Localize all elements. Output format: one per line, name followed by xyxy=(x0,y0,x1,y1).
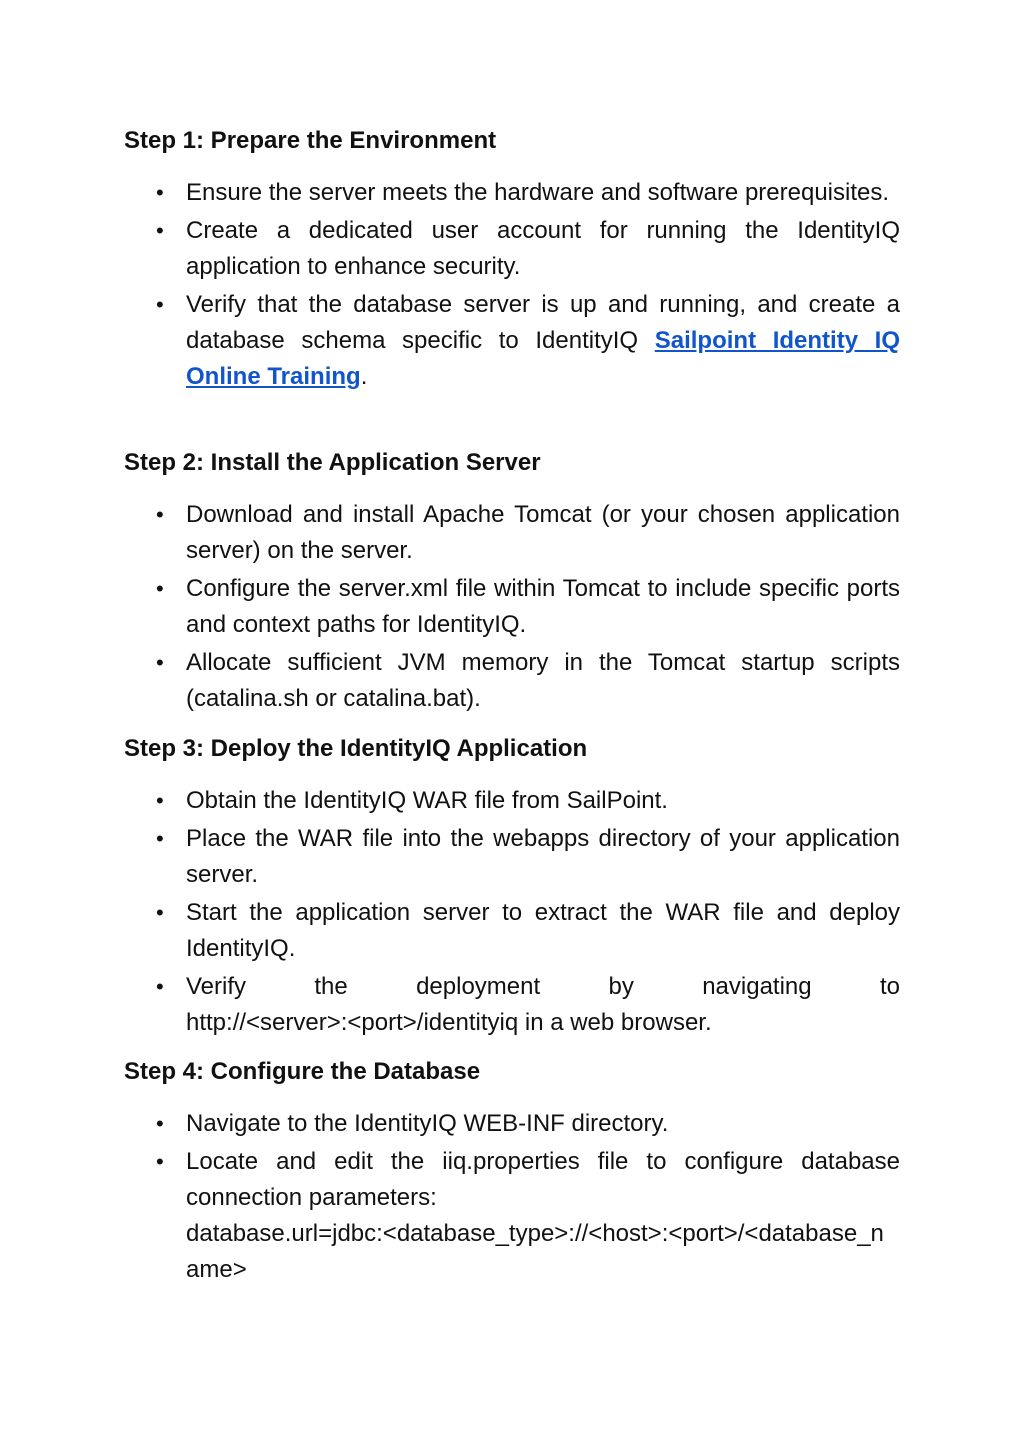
bullet-icon: • xyxy=(156,218,164,243)
bullet-icon: • xyxy=(156,576,164,601)
list-item xyxy=(124,497,900,569)
list-item xyxy=(124,783,900,819)
config-code-line: database.url=jdbc:<database_type>://<host>:<port>/<database_name> xyxy=(186,1220,884,1283)
list-item xyxy=(124,1106,900,1142)
list-item xyxy=(124,969,900,1041)
bullet-icon: • xyxy=(156,180,164,205)
bullet-icon: • xyxy=(156,1149,164,1174)
list-item-text: Locate and edit the iiq.properties file to configure database connection parameters: xyxy=(186,1148,900,1211)
step-4-list xyxy=(124,1106,900,1288)
bullet-icon: • xyxy=(156,650,164,675)
bullet-icon: • xyxy=(156,1111,164,1136)
list-item-text: Place the WAR file into the webapps directory of your application server. xyxy=(186,825,900,888)
list-item xyxy=(124,571,900,643)
list-item-text: Ensure the server meets the hardware and software prerequisites. xyxy=(186,179,890,206)
step-2-list xyxy=(124,497,900,717)
bullet-icon: • xyxy=(156,788,164,813)
bullet-icon: • xyxy=(156,826,164,851)
bullet-icon: • xyxy=(156,900,164,925)
bullet-icon: • xyxy=(156,974,164,999)
list-item-text: Create a dedicated user account for running the IdentityIQ application to enhance security. xyxy=(186,217,900,280)
list-item-text: Download and install Apache Tomcat (or your chosen application server) on the server. xyxy=(186,501,900,564)
list-item-text: Verify that the database server is up and running, and create a database schema specific to IdentityIQ xyxy=(186,291,900,354)
url-text: http://<server>:<port>/identityiq in a web browser. xyxy=(186,1009,712,1036)
step-1-heading: Step 1: Prepare the Environment xyxy=(124,127,497,154)
bullet-icon: • xyxy=(156,502,164,527)
step-4-heading: Step 4: Configure the Database xyxy=(124,1058,481,1085)
list-item-text: Allocate sufficient JVM memory in the Tomcat startup scripts (catalina.sh or catalina.bat). xyxy=(186,649,900,712)
list-item-text: Navigate to the IdentityIQ WEB-INF directory. xyxy=(186,1110,669,1137)
list-item-text: Configure the server.xml file within Tomcat to include specific ports and context paths for IdentityIQ. xyxy=(186,575,900,638)
list-item xyxy=(124,821,900,893)
step-2-heading: Step 2: Install the Application Server xyxy=(124,449,541,476)
list-item xyxy=(124,645,900,717)
list-item-text: Obtain the IdentityIQ WAR file from SailPoint. xyxy=(186,787,668,814)
step-1-list xyxy=(124,175,900,395)
bullet-icon: • xyxy=(156,292,164,317)
step-3-list xyxy=(124,783,900,1041)
list-item xyxy=(124,1144,900,1288)
list-item-text: Start the application server to extract the WAR file and deploy IdentityIQ. xyxy=(186,899,900,962)
list-item-text-line: Verify the deployment by navigating to xyxy=(186,973,900,1000)
list-item xyxy=(124,175,900,211)
training-link[interactable]: Sailpoint Identity IQ Online Training xyxy=(186,327,901,390)
list-item-punct: . xyxy=(360,363,368,390)
step-3-heading: Step 3: Deploy the IdentityIQ Application xyxy=(124,735,588,762)
list-item xyxy=(124,213,900,285)
list-item xyxy=(124,287,900,395)
list-item xyxy=(124,895,900,967)
